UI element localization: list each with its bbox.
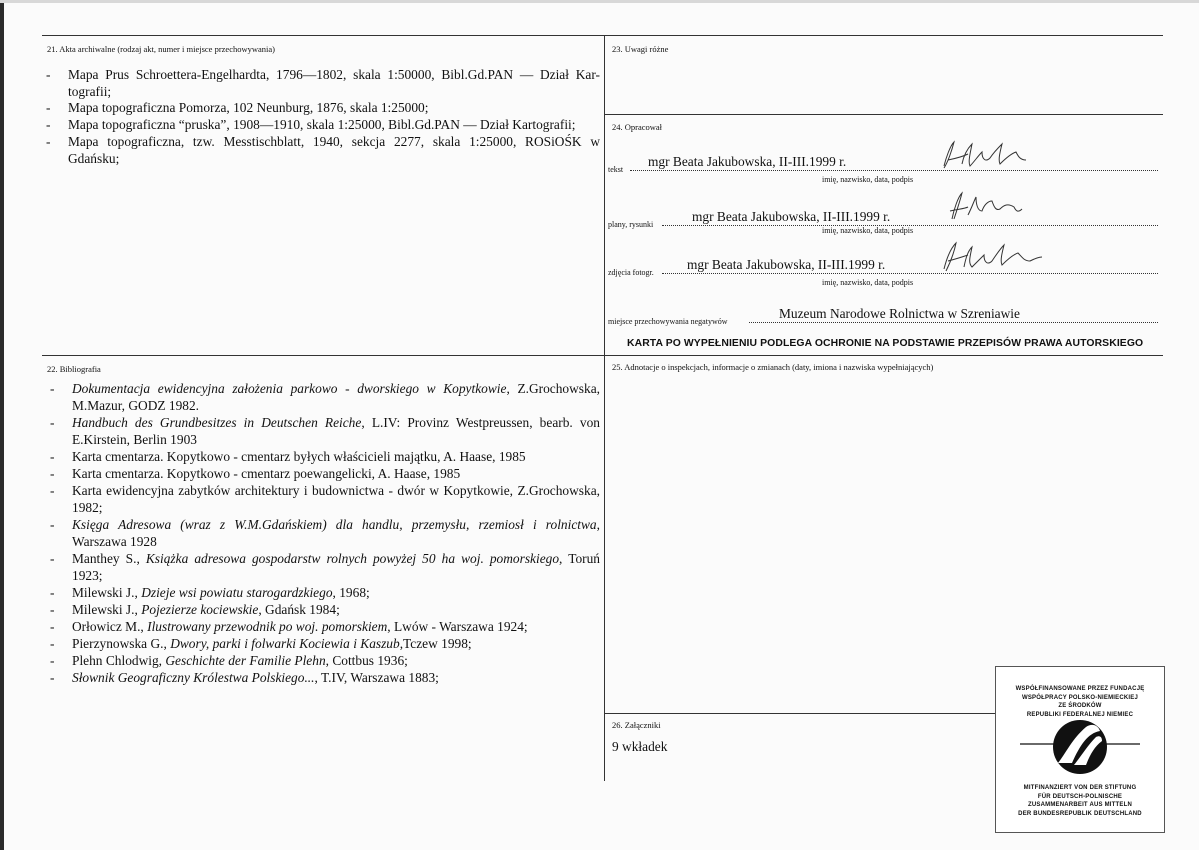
author-value: mgr Beata Jakubowska, II-III.1999 r. (648, 154, 847, 169)
copyright-notice: KARTA PO WYPEŁNIENIU PODLEGA OCHRONIE NA PODSTAWIE PRZEPISÓW PRAWA AUTORSKIEGO (627, 338, 1144, 349)
bullet-dash: - (50, 381, 55, 396)
bullet-dash: - (50, 517, 55, 532)
item-text: Słownik Geograficzny Królestwa Polskiego..., T.IV, Warszawa 1883; (72, 670, 439, 685)
bibliography-item (50, 653, 600, 670)
archival-item (46, 117, 600, 134)
item-text: 1923; (72, 567, 103, 583)
right-rule-26 (604, 713, 995, 714)
dotted-line (662, 273, 1158, 274)
item-text: Handbuch des Grundbesitzes in Deutschen Reiche, L.IV: Provinz Westpreussen, bearb. von (72, 415, 600, 430)
prepared-text-row (608, 146, 1160, 184)
bullet-dash: - (50, 619, 55, 634)
prepared-plans-row (608, 201, 1160, 235)
section-21-heading: 21. Akta archiwalne (rodzaj akt, numer i miejsce przechowywania) (47, 44, 275, 54)
section-26-heading: 26. Załączniki (612, 720, 661, 730)
archival-item (46, 67, 600, 101)
center-divider (604, 35, 605, 781)
left-mid-rule (42, 355, 604, 356)
bibliography-item (50, 602, 600, 619)
row-caption: imię, nazwisko, data, podpis (822, 278, 914, 287)
item-text: Gdańsku; (68, 150, 120, 166)
bibliography-item (50, 466, 600, 483)
prepared-photos-row (608, 249, 1160, 287)
bullet-dash: - (50, 653, 55, 668)
sponsor-text-german (996, 784, 1164, 818)
signature-image (938, 189, 1028, 225)
item-text: Karta cmentarza. Kopytkowo - cmentarz byłych właścicieli majątku, A. Haase, 1985 (72, 449, 526, 464)
scan-edge-top (0, 0, 1199, 3)
bullet-dash: - (46, 100, 51, 115)
section-22-heading: 22. Bibliografia (47, 364, 101, 374)
item-text: E.Kirstein, Berlin 1903 (72, 431, 197, 447)
sponsor-line: REPUBLIKI FEDERALNEJ NIEMIEC (1026, 711, 1134, 718)
sponsor-text-polish (996, 685, 1164, 719)
bullet-dash: - (50, 415, 55, 430)
right-rule-23 (604, 114, 1163, 115)
item-text: Mapa topograficzna, tzw. Messtischblatt, 1940, sekcja 2277, skala 1:25000, ROSiOŚK w (68, 134, 600, 149)
archival-item (46, 100, 600, 117)
bullet-dash: - (46, 117, 51, 132)
row-caption: imię, nazwisko, data, podpis (822, 226, 914, 235)
signature-image (938, 138, 1038, 174)
scan-edge (0, 0, 4, 850)
item-text: Orłowicz M., Ilustrowany przewodnik po woj. pomorskiem, Lwów - Warszawa 1924; (72, 619, 528, 634)
bullet-dash: - (46, 134, 51, 149)
signature-image (938, 239, 1048, 277)
sponsor-logo-box (995, 666, 1165, 833)
bibliography-item (50, 636, 600, 653)
author-value: mgr Beata Jakubowska, II-III.1999 r. (692, 209, 891, 224)
storage-value: Muzeum Narodowe Rolnictwa w Szreniawie (779, 306, 1020, 321)
bibliography-item (50, 619, 600, 636)
archival-item (46, 134, 600, 168)
attachments-value: 9 wkładek (612, 739, 668, 754)
sponsor-line: ZE ŚRODKÓW (1058, 703, 1102, 709)
sponsor-line: DER BUNDESREPUBLIK DEUTSCHLAND (1018, 810, 1142, 817)
item-text: Mapa topograficzna “pruska”, 1908—1910, skala 1:25000, Bibl.Gd.PAN — Dział Kartografii; (68, 117, 576, 132)
item-text: Księga Adresowa (wraz z W.M.Gdańskiem) dla handlu, przemysłu, rzemiosł i rolnictwa, (72, 517, 600, 532)
bullet-dash: - (50, 466, 55, 481)
row-label: miejsce przechowywania negatywów (608, 317, 728, 326)
bullet-dash: - (46, 67, 51, 82)
bibliography-item (50, 483, 600, 517)
section-24-heading: 24. Opracował (612, 122, 663, 132)
bibliography-item (50, 551, 600, 585)
sponsor-line: WSPÓŁPRACY POLSKO-NIEMIECKIEJ (1021, 694, 1139, 701)
item-text: Mapa topograficzna Pomorza, 102 Neunburg, 1876, skala 1:25000; (68, 100, 429, 115)
bullet-dash: - (50, 483, 55, 498)
item-text: Pierzynowska G., Dwory, parki i folwarki Kociewia i Kaszub,Tczew 1998; (72, 636, 472, 651)
bibliography-item (50, 449, 600, 466)
bibliography-item (50, 585, 600, 602)
bullet-dash: - (50, 551, 55, 566)
sponsor-line: MITFINANZIERT VON DER STIFTUNG (1023, 785, 1137, 791)
sponsor-line: FÜR DEUTSCH-POLNISCHE (1037, 793, 1123, 800)
bullet-dash: - (50, 670, 55, 685)
item-text: Mapa Prus Schroettera-Engelhardta, 1796—1802, skala 1:50000, Bibl.Gd.PAN — Dział Kar- (68, 67, 600, 82)
section-23-heading: 23. Uwagi różne (612, 44, 669, 54)
top-rule (42, 35, 1163, 36)
section-25-heading: 25. Adnotacje o inspekcjach, informacje o zmianach (daty, imiona i nazwiska wypełniających) (612, 362, 934, 372)
bullet-dash: - (50, 602, 55, 617)
item-text: 1982; (72, 499, 103, 515)
bullet-dash: - (50, 585, 55, 600)
item-text: Milewski J., Dzieje wsi powiatu starogardzkiego, 1968; (72, 585, 370, 600)
dotted-line (630, 170, 1158, 171)
row-label: plany, rysunki (608, 220, 654, 229)
bullet-dash: - (50, 636, 55, 651)
author-value: mgr Beata Jakubowska, II-III.1999 r. (687, 257, 886, 272)
bibliography-item (50, 670, 600, 687)
item-text: Karta ewidencyjna zabytków architektury i budownictwa - dwór w Kopytkowie, Z.Grochowska, (72, 483, 600, 498)
item-text: Plehn Chlodwig, Geschichte der Familie Plehn, Cottbus 1936; (72, 653, 408, 668)
foundation-logo-icon (996, 719, 1164, 779)
negatives-storage-row (608, 298, 1160, 328)
item-text: Warszawa 1928 (72, 533, 157, 549)
right-rule-24 (604, 355, 1163, 356)
item-text: tografii; (68, 83, 112, 99)
row-label: zdjęcia fotogr. (608, 268, 654, 277)
bibliography-item (50, 381, 600, 415)
row-caption: imię, nazwisko, data, podpis (822, 175, 914, 184)
sponsor-line: WSPÓŁFINANSOWANE PRZEZ FUNDACJĘ (1015, 686, 1145, 692)
item-text: M.Mazur, GODZ 1982. (72, 397, 200, 413)
bibliography-item (50, 415, 600, 449)
sponsor-line: ZUSAMMENARBEIT AUS MITTELN (1028, 802, 1132, 808)
bibliography-item (50, 517, 600, 551)
bullet-dash: - (50, 449, 55, 464)
item-text: Karta cmentarza. Kopytkowo - cmentarz poewangelicki, A. Haase, 1985 (72, 466, 461, 481)
row-label: tekst (608, 165, 624, 174)
item-text: Manthey S., Książka adresowa gospodarstw rolnych powyżej 50 ha woj. pomorskiego, Toruń (72, 551, 600, 566)
dotted-line (749, 322, 1158, 323)
item-text: Dokumentacja ewidencyjna założenia parkowo - dworskiego w Kopytkowie, Z.Grochowska, (72, 381, 600, 396)
item-text: Milewski J., Pojezierze kociewskie, Gdańsk 1984; (72, 602, 340, 617)
